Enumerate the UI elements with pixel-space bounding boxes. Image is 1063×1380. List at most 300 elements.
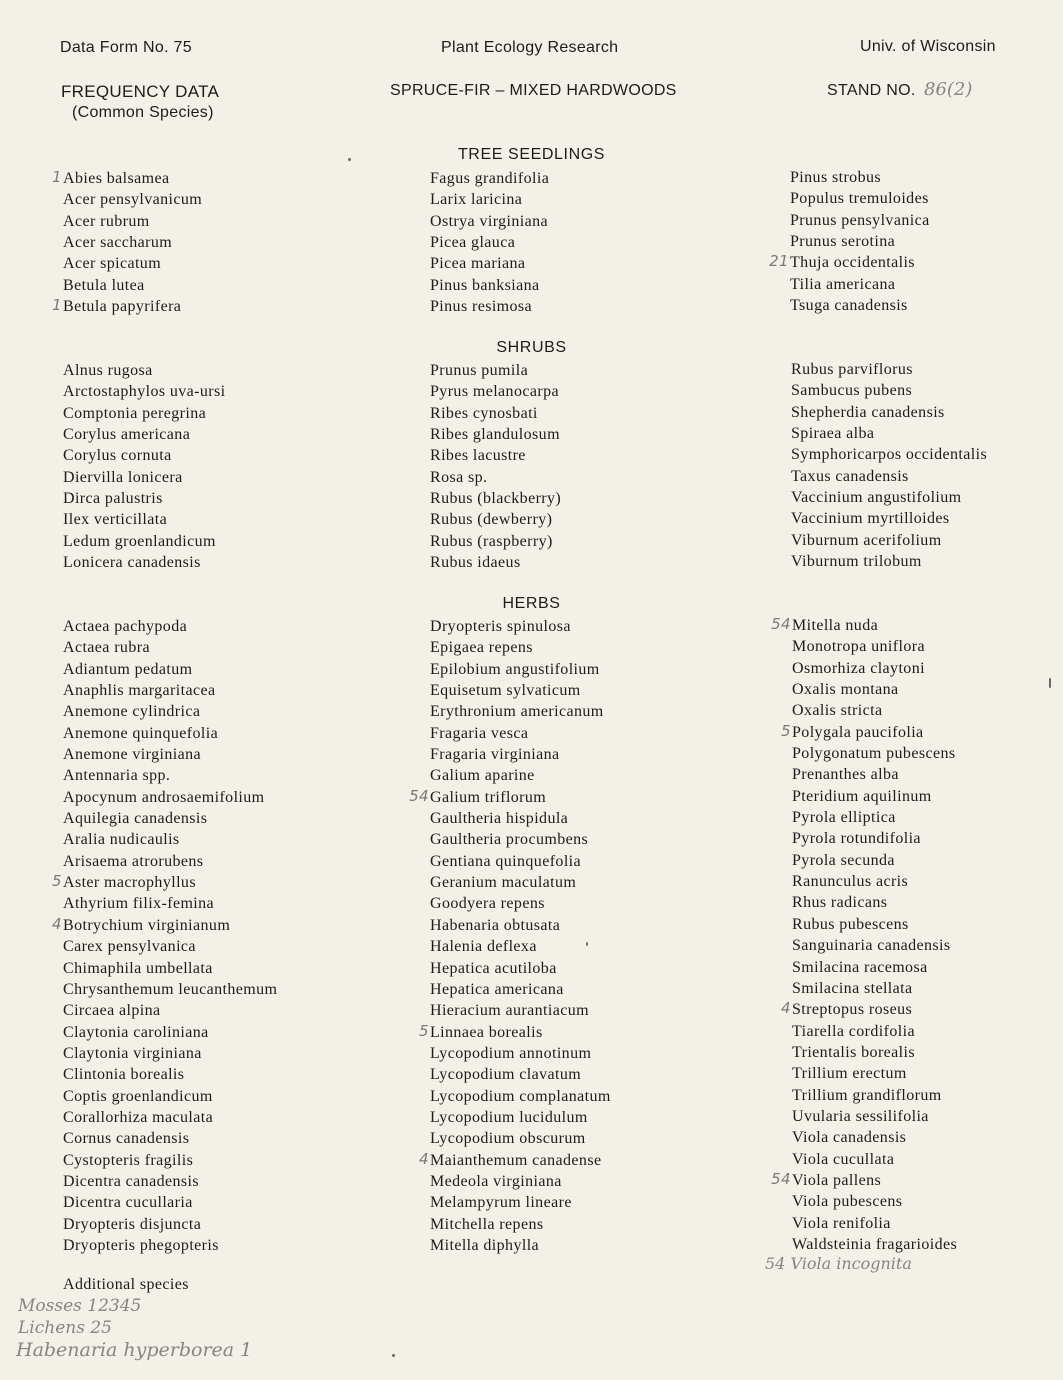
species-item <box>419 1021 611 1043</box>
species-item <box>792 1127 957 1148</box>
species-name: Streptopus roseus <box>792 1001 913 1019</box>
species-name: Actaea pachypoda <box>63 618 188 635</box>
species-name: Geranium maculatum <box>430 874 577 892</box>
species-item <box>63 979 277 1000</box>
species-name: Trillium erectum <box>792 1065 907 1083</box>
species-item <box>430 360 561 381</box>
species-item <box>430 851 611 872</box>
species-item <box>409 786 611 808</box>
species-item <box>791 487 987 508</box>
species-name: Picea mariana <box>430 255 526 273</box>
species-item <box>430 829 611 850</box>
species-name: Rhus radicans <box>792 894 888 912</box>
species-name: Epigaea repens <box>430 639 533 657</box>
species-item <box>792 1149 957 1170</box>
species-name: Abies balsamea <box>63 170 170 187</box>
species-item <box>52 296 202 317</box>
species-name: Dryopteris phegopteris <box>63 1236 219 1254</box>
species-item <box>792 1042 957 1063</box>
species-name: Picea glauca <box>430 234 516 252</box>
species-name: Pinus resimosa <box>430 298 533 316</box>
species-item <box>430 189 549 210</box>
species-item <box>430 616 611 637</box>
species-item <box>791 423 987 444</box>
species-item <box>790 167 930 188</box>
species-name: Aralia nudicaulis <box>63 831 180 849</box>
species-name: Claytonia virginiana <box>63 1044 202 1062</box>
species-name: Ribes lacustre <box>430 447 526 465</box>
species-item <box>790 188 930 209</box>
species-name: Actaea rubra <box>63 639 150 657</box>
stand-number-value: 86(2) <box>924 79 973 100</box>
species-item <box>63 531 226 552</box>
species-item <box>63 1107 277 1128</box>
species-name: Acer spicatum <box>63 255 162 273</box>
species-name: Aquilegia canadensis <box>63 810 208 828</box>
species-item <box>63 211 202 232</box>
species-item <box>63 1171 277 1192</box>
frequency-mark: 4 <box>419 1149 429 1168</box>
species-name: Anaphlis margaritacea <box>63 682 216 700</box>
frequency-mark: 54 <box>409 786 429 805</box>
species-item <box>790 274 930 295</box>
species-name: Botrychium virginianum <box>63 916 231 934</box>
species-name: Corallorhiza maculata <box>63 1108 214 1126</box>
species-name: Cystopteris fragilis <box>63 1151 194 1169</box>
species-item <box>63 659 277 680</box>
species-name: Shepherdia canadensis <box>791 403 945 421</box>
species-name: Fragaria virginiana <box>430 746 560 764</box>
species-name: Viola pubescens <box>792 1193 903 1211</box>
species-name: Prunus pumila <box>430 362 529 379</box>
species-item <box>771 1169 957 1191</box>
frequency-mark: 4 <box>781 999 791 1018</box>
handwritten-note-lichens: Lichens 25 <box>18 1318 112 1338</box>
species-item <box>63 467 226 488</box>
paper-speck <box>392 1354 395 1357</box>
frequency-mark: 5 <box>781 721 791 740</box>
species-item <box>63 403 226 424</box>
species-item <box>430 296 549 317</box>
species-item <box>63 808 277 829</box>
species-item <box>430 211 549 232</box>
species-name: Goodyera repens <box>430 895 545 913</box>
species-item <box>430 488 561 509</box>
species-item <box>430 936 611 957</box>
species-item <box>430 1000 611 1021</box>
species-item <box>63 616 277 637</box>
species-name: Cornus canadensis <box>63 1130 190 1148</box>
species-item <box>430 531 561 552</box>
species-item <box>52 872 277 893</box>
species-item <box>430 1192 611 1213</box>
species-item <box>430 232 549 253</box>
species-name: Lycopodium complanatum <box>430 1087 611 1105</box>
species-item <box>430 958 611 979</box>
species-name: Ledum groenlandicum <box>63 532 216 550</box>
species-item <box>792 871 957 892</box>
tree-seedlings-col-1 <box>52 168 203 317</box>
species-item <box>769 252 930 273</box>
species-name: Hepatica americana <box>430 980 564 998</box>
species-name: Rubus (raspberry) <box>430 532 553 550</box>
handwritten-note-mosses: Mosses 12345 <box>18 1296 142 1316</box>
species-item <box>430 1043 611 1064</box>
species-item <box>792 743 957 764</box>
species-item <box>63 1235 277 1256</box>
species-item <box>430 253 549 274</box>
species-name: Vaccinium angustifolium <box>791 489 962 507</box>
form-title: Plant Ecology Research <box>441 39 619 56</box>
species-name: Symphoricarpos occidentalis <box>791 446 988 464</box>
species-item <box>430 979 611 1000</box>
species-name: Viola pallens <box>792 1171 882 1189</box>
species-name: Viola renifolia <box>792 1214 891 1232</box>
species-name: Pinus strobus <box>790 169 881 186</box>
species-name: Acer saccharum <box>63 234 173 252</box>
species-name: Antennaria spp. <box>63 767 171 785</box>
species-name: Apocynum androsaemifolium <box>63 788 265 806</box>
species-item <box>792 1021 957 1042</box>
species-item <box>792 1106 957 1127</box>
species-name: Aster macrophyllus <box>63 874 196 892</box>
species-item <box>792 1063 957 1084</box>
herbs-col-1 <box>52 616 278 1256</box>
species-item <box>792 764 957 785</box>
species-name: Athyrium filix-femina <box>63 895 215 913</box>
species-name: Smilacina stellata <box>792 979 913 997</box>
species-name: Thuja occidentalis <box>790 254 915 272</box>
species-name: Uvularia sessilifolia <box>792 1107 929 1125</box>
species-name: Rubus (dewberry) <box>430 511 553 529</box>
species-name: Halenia deflexa <box>430 938 537 956</box>
shrubs-col-2 <box>430 360 561 573</box>
species-item <box>791 508 987 529</box>
species-item <box>63 1192 277 1213</box>
species-name: Smilacina racemosa <box>792 958 928 976</box>
species-name: Galium triflorum <box>430 788 547 806</box>
species-name: Pyrus melanocarpa <box>430 383 559 401</box>
species-name: Lycopodium lucidulum <box>430 1108 588 1126</box>
species-item <box>63 1022 277 1043</box>
species-item <box>52 168 202 189</box>
species-item <box>63 381 226 402</box>
species-item <box>63 1064 277 1085</box>
species-name: Corylus americana <box>63 426 191 444</box>
species-item <box>63 552 226 573</box>
species-item <box>792 850 957 871</box>
species-name: Pinus banksiana <box>430 276 540 294</box>
species-name: Rubus (blackberry) <box>430 490 562 508</box>
species-item <box>792 914 957 935</box>
species-name: Corylus cornuta <box>63 447 172 465</box>
species-item <box>63 488 226 509</box>
shrubs-col-3 <box>791 359 987 572</box>
tree-seedlings-col-3 <box>769 167 930 316</box>
species-item <box>63 936 277 957</box>
species-name: Carex pensylvanica <box>63 938 196 956</box>
species-item <box>63 424 226 445</box>
species-name: Sambucus pubens <box>791 382 913 400</box>
species-item <box>791 402 987 423</box>
species-name: Ribes glandulosum <box>430 426 560 444</box>
species-item <box>792 658 957 679</box>
species-name: Adiantum pedatum <box>63 660 193 678</box>
species-name: Rubus pubescens <box>792 915 909 933</box>
species-item <box>430 1086 611 1107</box>
species-name: Lycopodium annotinum <box>430 1044 592 1062</box>
species-item <box>792 1213 957 1234</box>
frequency-mark: 1 <box>52 296 62 315</box>
species-item <box>430 1064 611 1085</box>
frequency-mark: 54 <box>771 615 791 633</box>
species-item <box>781 721 957 743</box>
herbs-col-2 <box>409 616 611 1256</box>
species-name: Hepatica acutiloba <box>430 959 557 977</box>
species-name: Oxalis stricta <box>792 702 883 720</box>
frequency-data-heading: FREQUENCY DATA <box>61 82 220 101</box>
species-item <box>792 892 957 913</box>
species-item <box>792 679 957 700</box>
species-item <box>430 552 561 573</box>
species-item <box>771 615 957 636</box>
species-item <box>430 424 561 445</box>
species-name: Ranunculus acris <box>792 873 909 891</box>
species-name: Linnaea borealis <box>430 1023 543 1041</box>
frequency-mark: 4 <box>52 914 62 933</box>
species-item <box>790 231 930 252</box>
species-name: Populus tremuloides <box>790 190 929 208</box>
species-name: Polygonatum pubescens <box>792 745 956 763</box>
species-item <box>63 1000 277 1021</box>
species-name: Vaccinium myrtilloides <box>791 510 950 528</box>
species-name: Arisaema atrorubens <box>63 852 204 870</box>
species-item <box>430 680 611 701</box>
species-item <box>791 530 987 551</box>
herbs-col-3 <box>771 615 958 1255</box>
species-name: Fragaria vesca <box>430 724 529 742</box>
species-name: Ostrya virginiana <box>430 212 549 230</box>
species-item <box>430 1235 611 1256</box>
species-item <box>430 893 611 914</box>
species-name: Ribes cynosbati <box>430 404 538 422</box>
species-name: Dryopteris disjuncta <box>63 1215 202 1233</box>
species-item <box>63 851 277 872</box>
species-item <box>430 381 561 402</box>
species-name: Chrysanthemum leucanthemum <box>63 980 278 998</box>
paper-speck <box>1049 678 1051 688</box>
species-name: Monotropa uniflora <box>792 638 925 656</box>
species-item <box>792 786 957 807</box>
species-name: Pyrola secunda <box>792 851 895 869</box>
species-name: Claytonia caroliniana <box>63 1023 209 1041</box>
species-item <box>790 210 930 231</box>
species-item <box>791 380 987 401</box>
species-name: Waldsteinia fragarioides <box>792 1235 958 1253</box>
species-name: Dirca palustris <box>63 490 163 508</box>
species-name: Gaultheria hispidula <box>430 810 569 828</box>
species-name: Betula papyrifera <box>63 298 182 316</box>
species-name: Pteridium aquilinum <box>792 787 932 805</box>
species-name: Acer rubrum <box>63 212 150 230</box>
species-item <box>430 1214 611 1235</box>
species-item <box>419 1149 611 1171</box>
species-name: Comptonia peregrina <box>63 404 207 422</box>
species-name: Rubus idaeus <box>430 554 521 572</box>
species-item <box>792 828 957 849</box>
species-name: Pyrola rotundifolia <box>792 830 921 848</box>
species-name: Betula lutea <box>63 276 145 294</box>
species-item <box>63 1043 277 1064</box>
species-item <box>63 637 277 658</box>
species-name: Anemone virginiana <box>63 746 201 764</box>
species-name: Larix laricina <box>430 191 523 209</box>
species-name: Coptis groenlandicum <box>63 1087 213 1105</box>
species-name: Melampyrum lineare <box>430 1194 572 1212</box>
form-number: Data Form No. 75 <box>60 39 192 56</box>
species-name: Polygala paucifolia <box>792 723 924 741</box>
species-item <box>63 509 226 530</box>
species-item <box>792 700 957 721</box>
section-title-tree-seedlings: TREE SEEDLINGS <box>457 146 606 163</box>
species-item <box>430 808 611 829</box>
paper-speck <box>348 158 351 161</box>
frequency-mark: 54 <box>771 1169 791 1188</box>
species-name: Rubus parviflorus <box>791 361 913 378</box>
species-item <box>430 1171 611 1192</box>
species-name: Dicentra canadensis <box>63 1172 199 1190</box>
species-item <box>63 744 277 765</box>
species-item <box>430 467 561 488</box>
species-item <box>792 935 957 956</box>
species-name: Rosa sp. <box>430 468 488 486</box>
species-name: Osmorhiza claytoni <box>792 659 925 677</box>
species-item <box>792 1191 957 1212</box>
additional-species-label: Additional species <box>63 1276 189 1293</box>
species-item <box>63 765 277 786</box>
species-name: Oxalis montana <box>792 681 899 699</box>
institution: Univ. of Wisconsin <box>860 38 996 55</box>
section-title-herbs: HERBS <box>502 595 561 612</box>
species-item <box>792 978 957 999</box>
species-item <box>791 466 987 487</box>
species-name: Clintonia borealis <box>63 1066 185 1084</box>
species-item <box>430 723 611 744</box>
species-item <box>63 701 277 722</box>
species-item <box>63 1150 277 1171</box>
species-item <box>63 787 277 808</box>
species-item <box>791 551 987 572</box>
species-item <box>430 701 611 722</box>
species-item <box>63 253 202 274</box>
species-name: Prenanthes alba <box>792 766 899 784</box>
frequency-mark: 21 <box>769 252 789 271</box>
species-name: Trillium grandiflorum <box>792 1086 942 1104</box>
species-item <box>792 1085 957 1106</box>
species-name: Spiraea alba <box>791 425 875 443</box>
species-name: Erythronium americanum <box>430 703 604 721</box>
species-name: Gaultheria procumbens <box>430 831 589 849</box>
section-title-shrubs: SHRUBS <box>496 339 567 356</box>
species-name: Tilia americana <box>790 275 896 293</box>
species-name: Mitella diphylla <box>430 1236 540 1254</box>
species-item <box>792 1234 957 1255</box>
species-item <box>63 1214 277 1235</box>
species-name: Tsuga canadensis <box>790 297 908 315</box>
handwritten-note-habenaria: Habenaria hyperborea 1 <box>16 1339 253 1361</box>
species-item <box>430 445 561 466</box>
species-item <box>63 680 277 701</box>
shrubs-col-1 <box>63 360 226 573</box>
species-item <box>430 1107 611 1128</box>
species-name: Mitchella repens <box>430 1215 544 1233</box>
species-name: Mitella nuda <box>792 617 879 634</box>
species-item <box>63 958 277 979</box>
species-item <box>430 872 611 893</box>
species-name: Medeola virginiana <box>430 1172 562 1190</box>
species-name: Viburnum trilobum <box>791 553 922 571</box>
species-item <box>430 275 549 296</box>
species-name: Arctostaphylos uva-ursi <box>63 383 226 401</box>
species-name: Epilobium angustifolium <box>430 660 600 678</box>
species-item <box>63 232 202 253</box>
species-name: Lycopodium clavatum <box>430 1066 582 1084</box>
species-item <box>791 359 987 380</box>
species-item <box>63 189 202 210</box>
frequency-mark: 1 <box>52 168 62 186</box>
species-name: Fagus grandifolia <box>430 170 550 187</box>
species-name: Prunus pensylvanica <box>790 211 930 229</box>
species-item <box>52 914 277 936</box>
species-name: Prunus serotina <box>790 233 896 251</box>
community-type: SPRUCE-FIR – MIXED HARDWOODS <box>390 82 677 99</box>
species-name: Sanguinaria canadensis <box>792 937 951 955</box>
species-item <box>792 957 957 978</box>
species-name: Pyrola elliptica <box>792 809 896 827</box>
species-item <box>430 403 561 424</box>
frequency-mark: 5 <box>419 1021 429 1040</box>
species-item <box>430 915 611 936</box>
species-item <box>63 1086 277 1107</box>
species-name: Gentiana quinquefolia <box>430 852 582 870</box>
species-item <box>63 723 277 744</box>
species-item <box>430 659 611 680</box>
species-name: Hieracium aurantiacum <box>430 1002 589 1020</box>
species-item <box>430 765 611 786</box>
species-item <box>791 444 987 465</box>
species-item <box>430 744 611 765</box>
species-name: Viburnum acerifolium <box>791 531 942 549</box>
species-item <box>781 999 957 1020</box>
species-item <box>63 360 226 381</box>
species-name: Anemone quinquefolia <box>63 724 219 742</box>
species-name: Maianthemum canadense <box>430 1151 602 1169</box>
species-name: Acer pensylvanicum <box>63 191 203 209</box>
tree-seedlings-col-2 <box>430 168 549 317</box>
handwritten-extra-species: 54 Viola incognita <box>765 1254 912 1273</box>
species-name: Dryopteris spinulosa <box>430 618 571 635</box>
species-name: Trientalis borealis <box>792 1043 915 1061</box>
species-name: Anemone cylindrica <box>63 703 201 721</box>
species-name: Circaea alpina <box>63 1002 161 1020</box>
species-name: Viola canadensis <box>792 1129 907 1147</box>
species-item <box>790 295 930 316</box>
species-name: Viola cucullata <box>792 1150 895 1168</box>
species-name: Equisetum sylvaticum <box>430 682 581 700</box>
species-item <box>792 807 957 828</box>
species-item <box>63 275 202 296</box>
species-name: Dicentra cucullaria <box>63 1194 193 1212</box>
